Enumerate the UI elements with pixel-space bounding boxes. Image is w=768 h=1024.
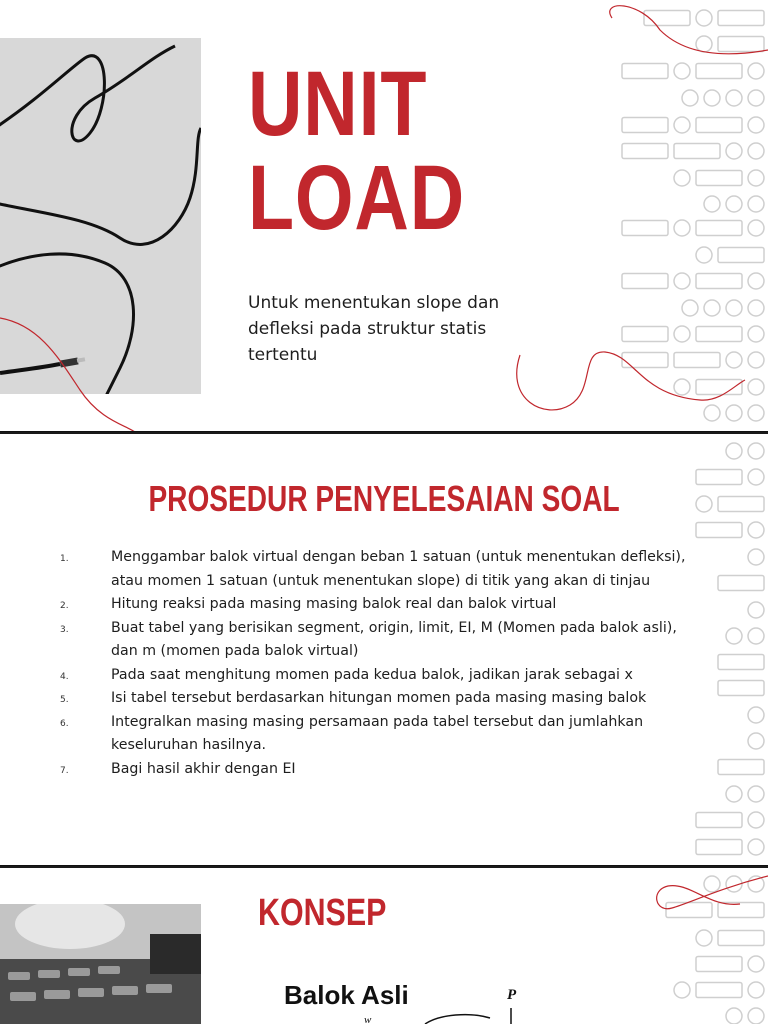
load-p-label: P: [507, 987, 517, 1003]
pattern-circle: [704, 405, 720, 421]
pattern-pill: [718, 655, 764, 670]
pattern-pill: [696, 523, 742, 538]
pattern-circle: [726, 443, 742, 459]
list-item: [60, 593, 700, 617]
list-item: [60, 617, 700, 664]
pattern-circle: [704, 876, 720, 892]
pattern-pill: [644, 11, 690, 26]
pattern-pill: [622, 118, 668, 133]
pattern-pill: [666, 903, 712, 918]
pattern-pill: [718, 576, 764, 591]
pattern-circle: [748, 522, 764, 538]
slide-procedure: [0, 434, 768, 866]
pattern-circle: [748, 352, 764, 368]
pattern-circle: [748, 405, 764, 421]
pattern-circle: [674, 170, 690, 186]
procedure-heading-text: PROSEDUR PENYELESAIAN SOAL: [148, 478, 620, 519]
pattern-circle: [748, 379, 764, 395]
beam-load-curve: [425, 1015, 490, 1024]
pattern-circle: [748, 786, 764, 802]
pattern-pill: [622, 144, 668, 159]
pattern-circle: [682, 90, 698, 106]
balok-asli-label: Balok Asli: [284, 980, 409, 1010]
pattern-circle: [696, 930, 712, 946]
step-text: Bagi hasil akhir dengan EI: [111, 760, 296, 777]
pattern-pill: [718, 248, 764, 263]
step-number: 2.: [60, 601, 69, 611]
pattern-pill: [696, 813, 742, 828]
step-text: Integralkan masing masing persamaan pada tabel tersebut dan jumlahkan keseluruhan hasilnya.: [111, 713, 644, 753]
pattern-pill: [718, 931, 764, 946]
step-number: 1.: [60, 554, 69, 564]
pattern-circle: [748, 602, 764, 618]
pattern-circle: [748, 117, 764, 133]
pattern-pill: [696, 64, 742, 79]
pattern-circle: [704, 90, 720, 106]
slide-title: [0, 0, 768, 432]
list-item: [60, 758, 700, 782]
pattern-pill: [696, 957, 742, 972]
pattern-circle: [682, 300, 698, 316]
pattern-pill: [674, 144, 720, 159]
pattern-pill: [696, 171, 742, 186]
pattern-circle: [704, 196, 720, 212]
pattern-circle: [696, 247, 712, 263]
pattern-pill: [696, 118, 742, 133]
load-w-label: w: [364, 1014, 372, 1024]
subtitle-text: Untuk menentukan slope dan defleksi pada struktur statis tertentu: [248, 293, 500, 365]
pattern-circle: [674, 220, 690, 236]
concept-heading: KONSEP: [258, 892, 387, 934]
pattern-pill: [718, 760, 764, 775]
title-line-2: LOAD: [248, 147, 466, 249]
pattern-pill: [622, 274, 668, 289]
pattern-circle: [748, 220, 764, 236]
pattern-pill: [622, 353, 668, 368]
pattern-pill: [622, 64, 668, 79]
step-number: 4.: [60, 671, 69, 682]
pattern-circle: [748, 143, 764, 159]
pattern-circle: [748, 956, 764, 972]
pattern-circle: [704, 300, 720, 316]
pattern-pill: [718, 903, 764, 918]
decorative-pattern: [0, 0, 768, 432]
procedure-steps-list: [60, 546, 700, 781]
pattern-circle: [748, 63, 764, 79]
pattern-circle: [748, 300, 764, 316]
pattern-pill: [674, 353, 720, 368]
pattern-circle: [726, 90, 742, 106]
pattern-circle: [674, 326, 690, 342]
pattern-circle: [748, 733, 764, 749]
pattern-circle: [726, 143, 742, 159]
pattern-circle: [748, 90, 764, 106]
list-item: [60, 711, 700, 758]
pattern-circle: [674, 273, 690, 289]
pattern-circle: [726, 786, 742, 802]
pattern-circle: [696, 10, 712, 26]
decorative-pattern: [0, 868, 768, 1024]
slide-concept: [0, 868, 768, 1024]
list-item: [60, 687, 700, 711]
pattern-circle: [748, 196, 764, 212]
pattern-circle: [748, 549, 764, 565]
step-number: 7.: [60, 765, 69, 776]
pattern-circle: [748, 876, 764, 892]
pattern-pill: [622, 327, 668, 342]
pattern-circle: [748, 326, 764, 342]
step-number: 6.: [60, 718, 69, 729]
pattern-pill: [718, 11, 764, 26]
pattern-circle: [748, 839, 764, 855]
step-text: Isi tabel tersebut berdasarkan hitungan momen pada masing masing balok: [111, 690, 647, 706]
step-text: Hitung reaksi pada masing masing balok real dan balok virtual: [111, 596, 557, 612]
pattern-pill: [696, 221, 742, 236]
step-text: Menggambar balok virtual dengan beban 1 satuan (untuk menentukan defleksi), atau momen 1 satuan (untuk menentukan slope) di titik yang akan di tinjau: [111, 549, 686, 589]
pattern-circle: [726, 352, 742, 368]
pattern-pill: [696, 983, 742, 998]
pattern-circle: [726, 405, 742, 421]
step-text: Pada saat menghitung momen pada kedua balok, jadikan jarak sebagai x: [111, 666, 633, 683]
pattern-circle: [748, 707, 764, 723]
list-item: [60, 664, 700, 688]
pattern-pill: [718, 681, 764, 696]
pattern-circle: [674, 379, 690, 395]
pattern-circle: [674, 117, 690, 133]
pattern-circle: [748, 812, 764, 828]
pattern-pill: [696, 840, 742, 855]
pattern-circle: [748, 273, 764, 289]
procedure-heading: [0, 478, 768, 520]
pattern-pill: [718, 37, 764, 52]
pattern-pill: [696, 274, 742, 289]
pattern-circle: [726, 628, 742, 644]
pattern-pill: [622, 221, 668, 236]
pattern-circle: [674, 982, 690, 998]
pattern-circle: [748, 1008, 764, 1024]
pattern-circle: [696, 36, 712, 52]
step-number: 3.: [60, 624, 69, 635]
pattern-circle: [726, 300, 742, 316]
title-line-1: UNIT: [248, 53, 428, 155]
pattern-circle: [748, 982, 764, 998]
pattern-circle: [748, 628, 764, 644]
pattern-circle: [748, 170, 764, 186]
pattern-circle: [726, 1008, 742, 1024]
step-text: Buat tabel yang berisikan segment, origin, limit, EI, M (Momen pada balok asli), dan m (momen pada balok virtual): [111, 619, 677, 659]
pattern-circle: [726, 196, 742, 212]
pattern-circle: [674, 63, 690, 79]
list-item: [60, 546, 700, 593]
pattern-pill: [696, 327, 742, 342]
pattern-circle: [748, 443, 764, 459]
step-number: 5.: [60, 695, 69, 705]
